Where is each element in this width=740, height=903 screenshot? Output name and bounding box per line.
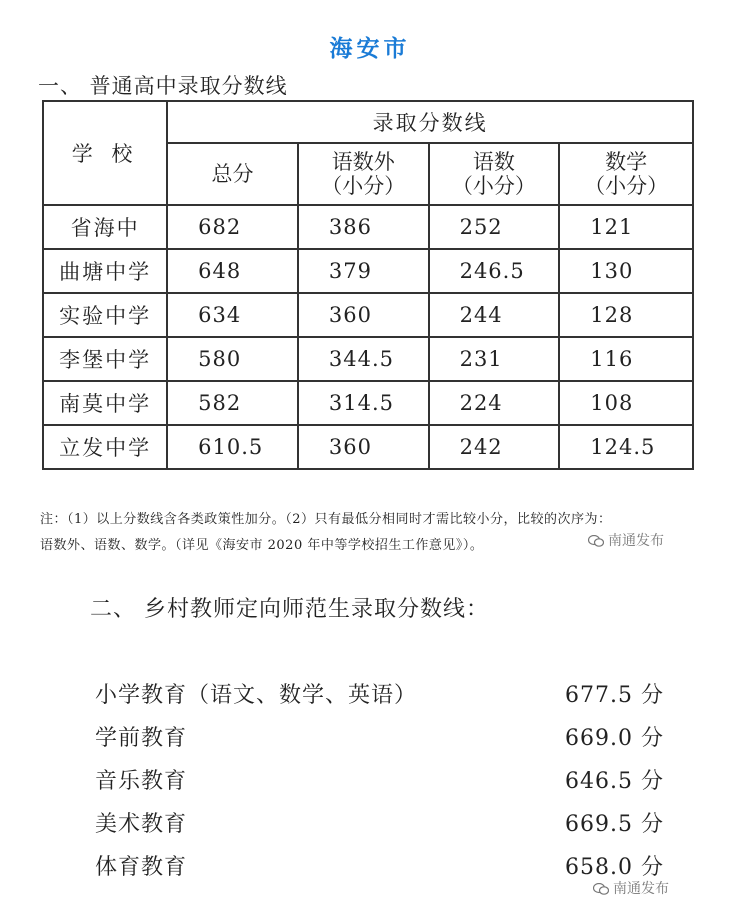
math-score: 130 xyxy=(559,249,693,293)
note-line-1: 注：（1）以上分数线含各类政策性加分。（2）只有最低分相同时才需比较小分，比较的次序为： xyxy=(40,512,612,527)
yushu-score: 244 xyxy=(429,293,560,337)
program-score: 658.0 分 xyxy=(565,855,664,880)
yuwai-score: 360 xyxy=(298,425,429,469)
yuwai-score: 360 xyxy=(298,293,429,337)
list-item xyxy=(95,801,695,844)
yushu-score: 231 xyxy=(429,337,560,381)
total-score: 648 xyxy=(167,249,298,293)
col-header-yuwai xyxy=(298,143,429,205)
table-row xyxy=(43,425,693,469)
total-score: 634 xyxy=(167,293,298,337)
score-group-header xyxy=(167,101,693,143)
col-header-math xyxy=(559,143,693,205)
col-math-sub: （小分） xyxy=(584,174,669,198)
teacher-score-list xyxy=(95,672,695,887)
yushu-score: 224 xyxy=(429,381,560,425)
col-header-total xyxy=(167,143,298,205)
school-header-label: 学 校 xyxy=(71,142,139,166)
watermark-text: 南通发布 xyxy=(608,533,664,549)
col-math-label: 数学 xyxy=(605,150,648,174)
table-row xyxy=(43,381,693,425)
table-row xyxy=(43,205,693,249)
school-name: 南莫中学 xyxy=(43,381,167,425)
program-name: 学前教育 xyxy=(95,726,188,751)
program-name: 体育教育 xyxy=(95,855,188,880)
program-score: 677.5 分 xyxy=(565,683,664,708)
school-name: 曲塘中学 xyxy=(43,249,167,293)
wechat-icon xyxy=(588,535,604,547)
page-title: 海安市 xyxy=(329,36,411,62)
watermark-top xyxy=(588,530,664,550)
yuwai-score: 344.5 xyxy=(298,337,429,381)
math-score: 108 xyxy=(559,381,693,425)
yushu-score: 252 xyxy=(429,205,560,249)
col-total-label: 总分 xyxy=(211,162,254,186)
program-score: 646.5 分 xyxy=(565,769,664,794)
program-name: 美术教育 xyxy=(95,812,188,837)
program-score: 669.5 分 xyxy=(565,812,664,837)
table-row xyxy=(43,337,693,381)
wechat-icon xyxy=(593,883,609,895)
program-name: 小学教育（语文、数学、英语） xyxy=(95,683,418,708)
school-name: 立发中学 xyxy=(43,425,167,469)
list-item xyxy=(95,715,695,758)
yushu-score: 246.5 xyxy=(429,249,560,293)
watermark-bottom xyxy=(593,878,669,898)
math-score: 121 xyxy=(559,205,693,249)
total-score: 582 xyxy=(167,381,298,425)
yuwai-score: 379 xyxy=(298,249,429,293)
yushu-score: 242 xyxy=(429,425,560,469)
yuwai-score: 314.5 xyxy=(298,381,429,425)
note-line-2: 语数外、语数、数学。（详见《海安市 2020 年中等学校招生工作意见》）。 xyxy=(40,538,484,553)
table-row xyxy=(43,293,693,337)
col-yushu-sub: （小分） xyxy=(451,174,536,198)
school-name: 实验中学 xyxy=(43,293,167,337)
list-item xyxy=(95,672,695,715)
program-name: 音乐教育 xyxy=(95,769,188,794)
math-score: 124.5 xyxy=(559,425,693,469)
school-name: 省海中 xyxy=(43,205,167,249)
total-score: 682 xyxy=(167,205,298,249)
math-score: 116 xyxy=(559,337,693,381)
col-yushu-label: 语数 xyxy=(472,150,515,174)
section2-title: 二、 乡村教师定向师范生录取分数线： xyxy=(90,597,489,622)
admission-score-table xyxy=(42,100,694,470)
yuwai-score: 386 xyxy=(298,205,429,249)
section1-title: 一、 普通高中录取分数线 xyxy=(38,74,288,98)
program-score: 669.0 分 xyxy=(565,726,664,751)
col-header-yushu xyxy=(429,143,560,205)
col-yuwai-label: 语数外 xyxy=(331,150,395,174)
total-score: 580 xyxy=(167,337,298,381)
score-group-label: 录取分数线 xyxy=(372,111,488,135)
school-header xyxy=(43,101,167,205)
list-item xyxy=(95,758,695,801)
table-row xyxy=(43,249,693,293)
total-score: 610.5 xyxy=(167,425,298,469)
col-yuwai-sub: （小分） xyxy=(321,174,406,198)
math-score: 128 xyxy=(559,293,693,337)
watermark-text: 南通发布 xyxy=(613,881,669,897)
school-name: 李堡中学 xyxy=(43,337,167,381)
